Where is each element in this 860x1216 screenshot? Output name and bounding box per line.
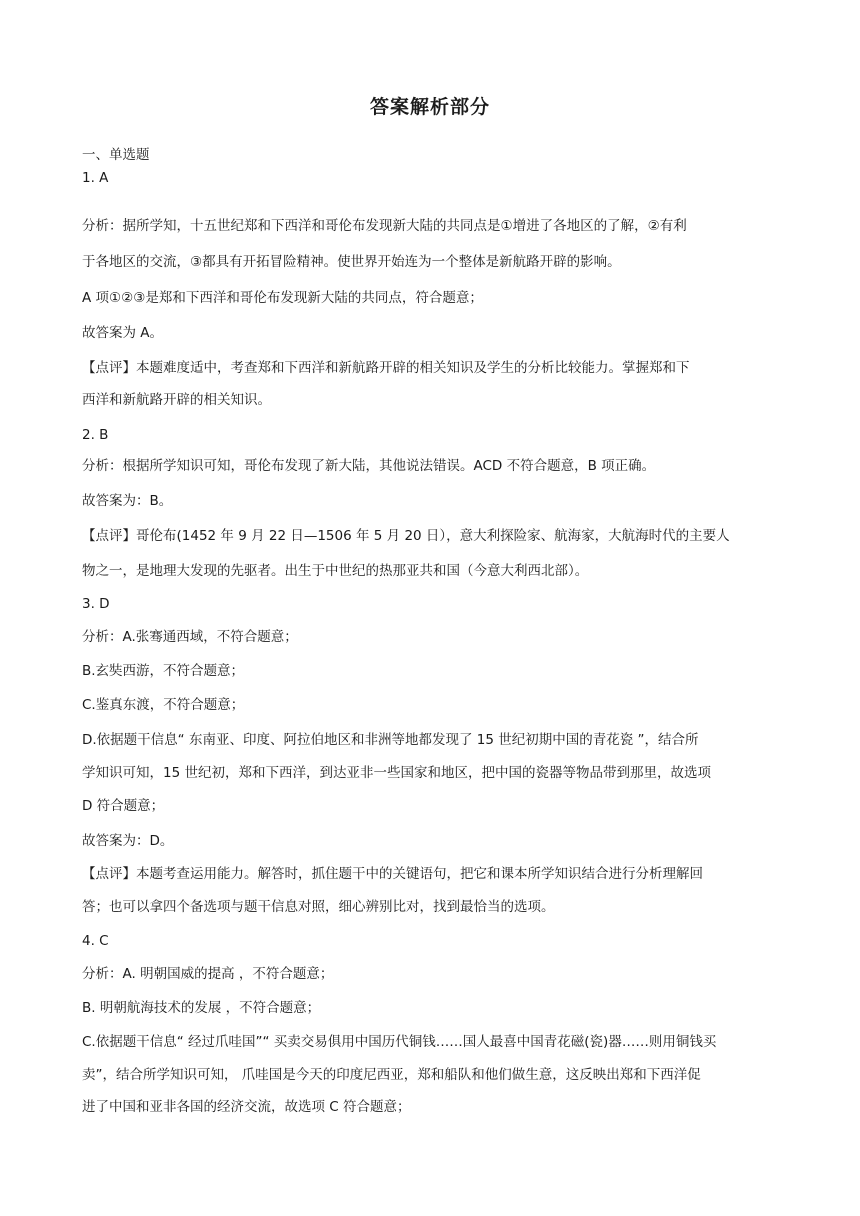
- text-line: 物之一，是地理大发现的先驱者。出生于中世纪的热那亚共和国（今意大利西北部）。: [82, 563, 589, 579]
- text-line: 答；也可以拿四个备选项与题干信息对照，细心辨别比对，找到最恰当的选项。: [82, 899, 555, 915]
- text-line: 西洋和新航路开辟的相关知识。: [82, 392, 271, 408]
- text-line: 故答案为：D。: [82, 833, 174, 849]
- text-line: 进了中国和亚非各国的经济交流，故选项 C 符合题意；: [82, 1099, 411, 1115]
- text-line: 学知识可知，15 世纪初，郑和下西洋，到达亚非一些国家和地区，把中国的瓷器等物品带到那里，故选项: [82, 765, 711, 781]
- text-line: 分析：根据所学知识可知，哥伦布发现了新大陆，其他说法错误。ACD 不符合题意，B 项正确。: [82, 458, 656, 474]
- text-line: B. 明朝航海技术的发展 ，不符合题意；: [82, 1000, 321, 1016]
- text-line: 分析：A.张骞通西域，不符合题意；: [82, 629, 298, 645]
- text-line: 故答案为：B。: [82, 493, 173, 509]
- text-line: 卖”，结合所学知识可知， 爪哇国是今天的印度尼西亚，郑和船队和他们做生意，这反映出郑和下西洋促: [82, 1067, 701, 1083]
- text-line: D 符合题意；: [82, 798, 165, 814]
- text-line: C.鉴真东渡，不符合题意；: [82, 697, 245, 713]
- text-line: B.玄奘西游，不符合题意；: [82, 663, 245, 679]
- page-title: 答案解析部分: [369, 96, 490, 118]
- text-line: C.依据题干信息“ 经过爪哇国”“ 买卖交易俱用中国历代铜钱……国人最喜中国青花磁(瓷)器……则用铜钱买: [82, 1034, 717, 1050]
- text-line: D.依据题干信息“ 东南亚、印度、阿拉伯地区和非洲等地都发现了 15 世纪初期中国的青花瓷 ”，结合所: [82, 732, 699, 748]
- text-line: 【点评】哥伦布(1452 年 9 月 22 日—1506 年 5 月 20 日），意大利探险家、航海家，大航海时代的主要人: [82, 528, 730, 544]
- section-heading: 一、单选题: [82, 147, 150, 163]
- text-line: 【点评】本题难度适中，考查郑和下西洋和新航路开辟的相关知识及学生的分析比较能力。掌握郑和下: [82, 360, 690, 376]
- text-line: 分析：据所学知，十五世纪郑和下西洋和哥伦布发现新大陆的共同点是①增进了各地区的了解，②有利: [82, 218, 687, 234]
- text-line: 分析：A. 明朝国威的提高 ，不符合题意；: [82, 966, 334, 982]
- text-line: 4. C: [82, 933, 109, 949]
- text-line: 故答案为 A。: [82, 325, 164, 341]
- text-line: 1. A: [82, 170, 109, 186]
- text-line: 3. D: [82, 596, 110, 612]
- text-line: 2. B: [82, 427, 109, 443]
- text-line: A 项①②③是郑和下西洋和哥伦布发现新大陆的共同点，符合题意；: [82, 290, 483, 306]
- text-line: 于各地区的交流，③都具有开拓冒险精神。使世界开始连为一个整体是新航路开辟的影响。: [82, 254, 621, 270]
- text-line: 【点评】本题考查运用能力。解答时，抓住题干中的关键语句，把它和课本所学知识结合进行分析理解回: [82, 866, 703, 882]
